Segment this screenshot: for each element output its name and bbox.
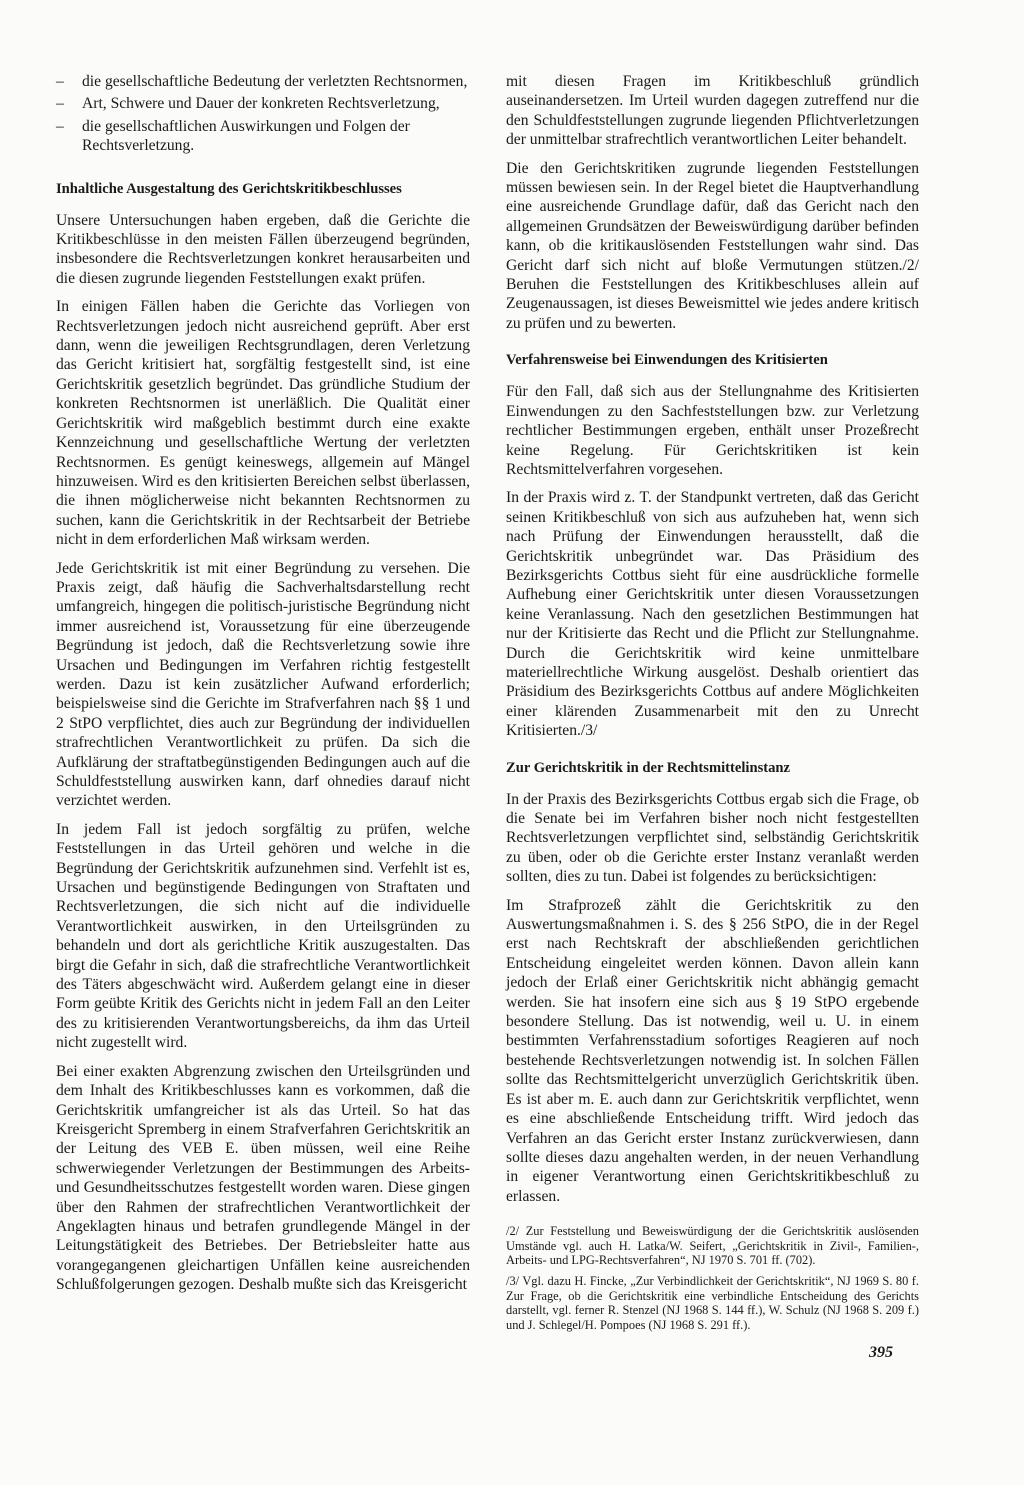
paragraph: Unsere Untersuchungen haben ergeben, daß die Gerichte die Kritikbeschlüsse in den meisten Fällen überzeugend begründen, insbesondere die Rechtsverletzungen konkret herausarbeiten und die diesen zugrunde liegenden Feststellungen exakt prüfen.: [56, 211, 470, 287]
list-item: – die gesellschaftlichen Auswirkungen und Folgen der Rechtsverletzung.: [56, 117, 470, 156]
footnotes: [506, 1224, 919, 1332]
paragraph: Für den Fall, daß sich aus der Stellungnahme des Kritisierten Einwendungen zu den Sachfeststellungen bzw. zur Verletzung rechtlicher Bestimmungen ergeben, enthält unser Prozeßrecht keine Regelung. Für Gerichtskritiken ist kein Rechtsmittelverfahren vorgesehen.: [506, 383, 919, 478]
page-number: 395: [869, 1344, 893, 1361]
section-heading-einwendungen: Verfahrensweise bei Einwendungen des Kritisierten: [506, 352, 828, 369]
list-item: – die gesellschaftliche Bedeutung der verletzten Rechtsnormen,: [56, 72, 470, 91]
paragraph: In der Praxis des Bezirksgerichts Cottbus ergab sich die Frage, ob die Senate bei im Verfahren bisher noch nicht festgestellten Rechtsverletzungen verpflichtet sind, selbständig Gerichtskritik zu üben, oder ob die Gerichte erster Instanz veranlaßt werden sollten, dies zu tun. Dabei ist folgendes zu berücksichtigen:: [506, 790, 919, 886]
criteria-list: [56, 72, 470, 156]
footnote: /2/ Zur Feststellung und Beweiswürdigung der die Gerichtskritik auslösenden Umstände vgl. auch H. Latka/W. Seifert, „Gerichtskritik in Zivil-, Familien-, Arbeits- und LPG-Rechtsverfahren“, NJ 1970 S. 701 ff. (702).: [506, 1224, 919, 1268]
paragraph: Bei einer exakten Abgrenzung zwischen den Urteilsgründen und dem Inhalt des Kritikbeschlusses kann es vorkommen, daß die Gerichtskritik umfangreicher ist als das Urteil. So hat das Kreisgericht Spremberg in einem Strafverfahren Gerichtskritik an der Leitung des VEB E. üben müssen, weil eine Reihe schwerwiegender Verletzungen der Bestimmungen des Arbeits- und Gesundheitsschutzes festgestellt worden waren. Diese gingen über den Rahmen der strafrechtlichen Verantwortlichkeit der Angeklagten hinaus und betrafen grundlegende Mängel in der Leitungstätigkeit des Betriebes. Der Betriebsleiter hatte aus vorangegangenen gleichartigen Unfällen keine ausreichenden Schlußfolgerungen gezogen. Deshalb mußte sich das Kreisgericht: [56, 1062, 470, 1294]
paragraph: Im Strafprozeß zählt die Gerichtskritik zu den Auswertungsmaßnahmen i. S. des § 256 StPO, die in der Regel erst nach Rechtskraft der abschließenden gerichtlichen Entscheidung eingeleitet werden können. Davon allein kann jedoch der Erlaß einer Gerichtskritik nicht abhängig gemacht werden. Sie hat insofern eine sich aus § 19 StPO ergebende besondere Stellung. Das ist notwendig, weil u. U. in einem bestimmten Verfahrensstadium sofortiges Reagieren auf noch bestehende Rechtsverletzungen notwendig ist. In solchen Fällen sollte das Rechtsmittelgericht unverzüglich Gerichtskritik üben. Es ist aber m. E. auch dann zur Gerichtskritik verpflichtet, wenn es eine abschließende Entscheidung trifft. Wird jedoch das Verfahren an das Gericht erster Instanz zurückverwiesen, dann sollte dieses dazu angehalten werden, in der neuen Verhandlung in eigener Verantwortung einen Gerichtskritikbeschluß zu erlassen.: [506, 896, 919, 1205]
paragraph: In der Praxis wird z. T. der Standpunkt vertreten, daß das Gericht seinen Kritikbeschluß von sich aus aufzuheben hat, wenn sich nach Prüfung der Einwendungen herausstellt, daß die Gerichtskritik unbegründet war. Das Präsidium des Bezirksgerichts Cottbus sieht für eine ausdrückliche formelle Aufhebung einer Gerichtskritik unter diesen Voraussetzungen keine Veranlassung. Nach den gesetzlichen Bestimmungen hat nur der Kritisierte das Recht und die Pflicht zur Stellungnahme. Durch die Gerichtskritik wird keine unmittelbare materiellrechtliche Wirkung ausgelöst. Deshalb orientiert das Präsidium des Bezirksgerichts Cottbus auf andere Möglichkeiten einer klärenden Zusammenarbeit mit den zu Unrecht Kritisierten./3/: [506, 489, 919, 740]
list-item: – Art, Schwere und Dauer der konkreten Rechtsverletzung,: [56, 94, 470, 113]
footnote: /3/ Vgl. dazu H. Fincke, „Zur Verbindlichkeit der Gerichtskritik“, NJ 1969 S. 80 f. Zur Frage, ob die Gerichtskritik eine verbindliche Entscheidung des Gerichts darstellt, vgl. ferner R. Stenzel (NJ 1968 S. 144 ff.), W. Schulz (NJ 1968 S. 209 f.) und J. Schlegel/H. Pompoes (NJ 1968 S. 291 ff.).: [506, 1273, 919, 1332]
left-column: [56, 72, 470, 1304]
paragraph: Jede Gerichtskritik ist mit einer Begründung zu versehen. Die Praxis zeigt, daß häufig die Sachverhaltsdarstellung recht umfangreich, hingegen die politisch-juristische Begründung nicht immer ausreichend ist, Voraussetzung für eine überzeugende Begründung ist jedoch, daß die Rechtsverletzung sowie ihre Ursachen und Bedingungen im Verfahren richtig festgestellt werden. Dazu ist kein zusätzlicher Aufwand erforderlich; beispielsweise sind die Gerichte im Strafverfahren nach §§ 1 und 2 StPO verpflichtet, dies auch zur Begründung der individuellen strafrechtlichen Verantwortlichkeit zu prüfen. Da sich die Aufklärung der straftatbegünstigenden Bedingungen auch auf die Schuldfeststellung auswirken kann, darf ohnedies darauf nicht verzichtet werden.: [56, 559, 470, 810]
section-heading-ausgestaltung: Inhaltliche Ausgestaltung des Gerichtskritikbeschlusses: [56, 180, 402, 197]
paragraph: Die den Gerichtskritiken zugrunde liegenden Feststellungen müssen bewiesen sein. In der Regel bietet die Hauptverhandlung eine ausreichende Grundlage dafür, daß das Gericht nach den allgemeinen Grundsätzen der Beweiswürdigung darüber befinden kann, ob die kritikauslösenden Feststellungen wahr sind. Das Gericht darf sich nicht auf bloße Vermutungen stützen./2/ Beruhen die Feststellungen des Kritikbeschluses allein auf Zeugenaussagen, ist dieses Beweismittel wie jedes andere kritisch zu prüfen und zu bewerten.: [506, 159, 919, 332]
section-heading-rechtsmittelinstanz: Zur Gerichtskritik in der Rechtsmittelinstanz: [506, 759, 791, 776]
right-column: [506, 72, 919, 1338]
paragraph: mit diesen Fragen im Kritikbeschluß gründlich auseinandersetzen. Im Urteil wurden dagegen zutreffend nur die den Schuldfeststellungen zugrunde liegenden Pflichtverletzungen der unmittelbar strafrechtlich verantwortlichen Leiter behandelt.: [506, 73, 919, 149]
paragraph: In einigen Fällen haben die Gerichte das Vorliegen von Rechtsverletzungen jedoch nicht ausreichend geprüft. Aber erst dann, wenn die jeweiligen Rechtsgrundlagen, deren Verletzung das Gericht kritisiert hat, sorgfältig festgestellt sind, ist eine Gerichtskritik gesetzlich begründet. Das gründliche Studium der konkreten Rechtsnormen ist unerläßlich. Die Qualität einer Gerichtskritik wird maßgeblich bestimmt durch eine exakte Kennzeichnung und gesellschaftliche Wertung der verletzten Rechtsnormen. Es genügt keineswegs, allgemein auf Mängel hinzuweisen. Wird es den kritisierten Bereichen selbst überlassen, die ihnen möglicherweise nicht bekannten Rechtsnormen zu suchen, kann die Gerichtskritik in der Rechtsarbeit der Betriebe nicht in dem erforderlichen Maß wirksam werden.: [56, 298, 470, 549]
paragraph: In jedem Fall ist jedoch sorgfältig zu prüfen, welche Feststellungen in das Urteil gehören und welche in die Begründung der Gerichtskritik aufzunehmen sind. Verfehlt ist es, Ursachen und begünstigende Bedingungen von Straftaten und Rechtsverletzungen, die sich nicht auf die individuelle Verantwortlichkeit auswirken, in den Urteilsgründen zu behandeln und dort als gerichtliche Kritik auszugestalten. Das birgt die Gefahr in sich, daß die strafrechtliche Verantwortlichkeit des Täters abgeschwächt wird. Außerdem gelangt eine in dieser Form geübte Kritik des Gerichts nicht in jedem Fall an den Leiter des zu kritisierenden Verantwortungsbereichs, da ihm das Urteil nicht zugestellt wird.: [56, 820, 470, 1052]
